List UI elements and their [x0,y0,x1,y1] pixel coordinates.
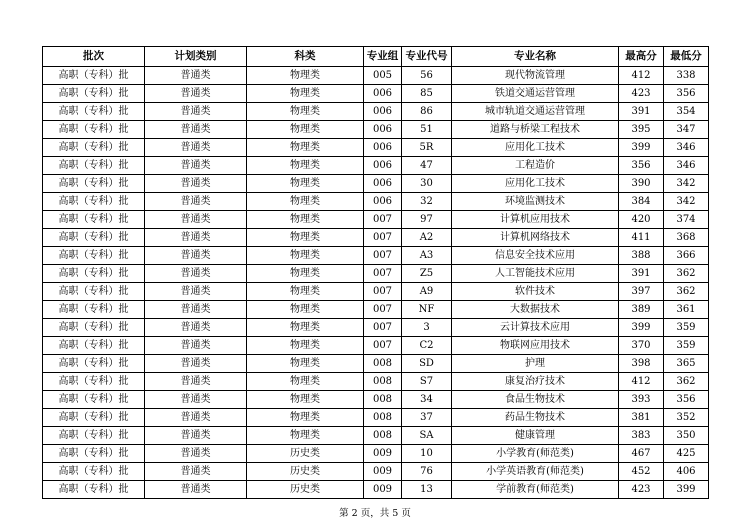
table-cell: 高职（专科）批 [43,193,145,211]
column-header: 最高分 [619,47,664,67]
table-cell: 人工智能技术应用 [452,265,619,283]
table-cell: 008 [364,391,402,409]
table-cell: 普通类 [145,481,247,499]
table-row [43,283,709,301]
table-cell: 009 [364,445,402,463]
table-cell: 008 [364,409,402,427]
table-cell: 007 [364,337,402,355]
table-cell: 384 [619,193,664,211]
table-cell: 应用化工技术 [452,175,619,193]
table-cell: 物理类 [247,283,364,301]
table-cell: 环境监测技术 [452,193,619,211]
table-cell: 现代物流管理 [452,67,619,85]
table-cell: 学前教育(师范类) [452,481,619,499]
table-cell: 物理类 [247,211,364,229]
table-cell: 普通类 [145,427,247,445]
table-cell: 362 [664,373,709,391]
column-header: 批次 [43,47,145,67]
table-cell: 391 [619,265,664,283]
table-cell: 物理类 [247,373,364,391]
table-cell: 006 [364,175,402,193]
table-cell: 383 [619,427,664,445]
table-row [43,409,709,427]
table-cell: 高职（专科）批 [43,103,145,121]
table-cell: 应用化工技术 [452,139,619,157]
table-row [43,193,709,211]
table-cell: 物理类 [247,427,364,445]
table-cell: 007 [364,301,402,319]
table-cell: 356 [619,157,664,175]
table-cell: 普通类 [145,337,247,355]
column-header: 最低分 [664,47,709,67]
table-cell: 007 [364,211,402,229]
table-cell: 362 [664,265,709,283]
table-cell: 006 [364,85,402,103]
table-row [43,175,709,193]
table-cell: 高职（专科）批 [43,283,145,301]
column-header: 专业组 [364,47,402,67]
table-cell: 51 [402,121,452,139]
table-cell: 高职（专科）批 [43,355,145,373]
table-cell: 370 [619,337,664,355]
table-cell: 物理类 [247,229,364,247]
table-cell: 423 [619,481,664,499]
table-cell: 009 [364,463,402,481]
table-cell: 普通类 [145,283,247,301]
table-row [43,337,709,355]
table-cell: 365 [664,355,709,373]
table-cell: 346 [664,157,709,175]
table-cell: 342 [664,175,709,193]
table-cell: 452 [619,463,664,481]
table-cell: 高职（专科）批 [43,139,145,157]
table-cell: 普通类 [145,67,247,85]
table-cell: 420 [619,211,664,229]
table-cell: 374 [664,211,709,229]
table-cell: 006 [364,157,402,175]
table-cell: 普通类 [145,355,247,373]
table-cell: 97 [402,211,452,229]
table-cell: 小学教育(师范类) [452,445,619,463]
table-cell: 007 [364,265,402,283]
table-cell: 366 [664,247,709,265]
table-row [43,229,709,247]
table-cell: 普通类 [145,445,247,463]
table-cell: 道路与桥梁工程技术 [452,121,619,139]
column-header: 专业名称 [452,47,619,67]
table-cell: 347 [664,121,709,139]
table-cell: 高职（专科）批 [43,121,145,139]
table-cell: A2 [402,229,452,247]
table-cell: 普通类 [145,211,247,229]
table-cell: 005 [364,67,402,85]
table-cell: 物理类 [247,391,364,409]
table-cell: 47 [402,157,452,175]
table-cell: 高职（专科）批 [43,337,145,355]
table-cell: 388 [619,247,664,265]
table-cell: 物理类 [247,67,364,85]
table-cell: 小学英语教育(师范类) [452,463,619,481]
table-cell: 412 [619,67,664,85]
table-cell: 411 [619,229,664,247]
table-cell: 云计算技术应用 [452,319,619,337]
table-cell: 物理类 [247,103,364,121]
table-cell: 普通类 [145,103,247,121]
table-cell: 物理类 [247,355,364,373]
table-header-row [43,47,709,67]
table-cell: SA [402,427,452,445]
table-cell: 10 [402,445,452,463]
table-cell: 信息安全技术应用 [452,247,619,265]
table-cell: 物理类 [247,265,364,283]
table-cell: 362 [664,283,709,301]
table-row [43,211,709,229]
table-cell: 361 [664,301,709,319]
table-cell: 高职（专科）批 [43,247,145,265]
table-cell: 计算机应用技术 [452,211,619,229]
table-row [43,265,709,283]
table-cell: 城市轨道交通运营管理 [452,103,619,121]
table-cell: 普通类 [145,121,247,139]
table-row [43,391,709,409]
table-cell: 008 [364,427,402,445]
table-cell: 普通类 [145,265,247,283]
table-cell: 359 [664,337,709,355]
table-cell: 399 [619,319,664,337]
table-row [43,301,709,319]
table-cell: 普通类 [145,373,247,391]
table-cell: 76 [402,463,452,481]
table-cell: 物理类 [247,175,364,193]
table-cell: A3 [402,247,452,265]
table-cell: 391 [619,103,664,121]
table-cell: 普通类 [145,175,247,193]
table-cell: 009 [364,481,402,499]
table-cell: 物理类 [247,337,364,355]
admission-scores-table [42,46,709,499]
table-cell: 高职（专科）批 [43,463,145,481]
table-row [43,157,709,175]
table-cell: 普通类 [145,85,247,103]
table-cell: 物理类 [247,157,364,175]
table-cell: 006 [364,193,402,211]
table-cell: 普通类 [145,319,247,337]
table-cell: 普通类 [145,193,247,211]
table-cell: 普通类 [145,301,247,319]
table-row [43,445,709,463]
table-cell: 007 [364,283,402,301]
table-cell: 高职（专科）批 [43,373,145,391]
table-cell: 物理类 [247,85,364,103]
table-cell: 381 [619,409,664,427]
table-cell: 007 [364,229,402,247]
table-cell: SD [402,355,452,373]
table-cell: 399 [664,481,709,499]
table-cell: 普通类 [145,409,247,427]
table-cell: 普通类 [145,247,247,265]
table-row [43,103,709,121]
table-cell: 342 [664,193,709,211]
table-cell: 历史类 [247,445,364,463]
table-cell: 普通类 [145,463,247,481]
table-cell: S7 [402,373,452,391]
table-cell: 425 [664,445,709,463]
table-cell: 历史类 [247,481,364,499]
table-cell: 007 [364,247,402,265]
table-cell: 高职（专科）批 [43,211,145,229]
table-cell: 86 [402,103,452,121]
table-cell: 康复治疗技术 [452,373,619,391]
table-body [43,67,709,499]
table-cell: 高职（专科）批 [43,85,145,103]
table-cell: 393 [619,391,664,409]
table-cell: 354 [664,103,709,121]
table-cell: 390 [619,175,664,193]
table-cell: 008 [364,355,402,373]
column-header: 科类 [247,47,364,67]
table-cell: 护理 [452,355,619,373]
table-cell: 13 [402,481,452,499]
table-cell: 食品生物技术 [452,391,619,409]
table-cell: 物理类 [247,139,364,157]
table-cell: 350 [664,427,709,445]
table-cell: 467 [619,445,664,463]
table-cell: 006 [364,103,402,121]
table-cell: C2 [402,337,452,355]
table-row [43,481,709,499]
table-cell: 高职（专科）批 [43,319,145,337]
table-cell: 3 [402,319,452,337]
table-cell: 高职（专科）批 [43,265,145,283]
table-cell: 30 [402,175,452,193]
table-cell: 37 [402,409,452,427]
table-cell: 352 [664,409,709,427]
table-cell: 368 [664,229,709,247]
table-cell: 5R [402,139,452,157]
table-row [43,247,709,265]
table-cell: 高职（专科）批 [43,427,145,445]
table-cell: 普通类 [145,139,247,157]
table-cell: 药品生物技术 [452,409,619,427]
table-cell: 338 [664,67,709,85]
table-cell: 物理类 [247,409,364,427]
table-cell: 高职（专科）批 [43,301,145,319]
table-cell: 大数据技术 [452,301,619,319]
table-cell: 008 [364,373,402,391]
table-row [43,373,709,391]
table-cell: 物理类 [247,193,364,211]
table-cell: 356 [664,85,709,103]
table-cell: 高职（专科）批 [43,157,145,175]
table-cell: 34 [402,391,452,409]
table-cell: 006 [364,139,402,157]
table-cell: 395 [619,121,664,139]
table-cell: NF [402,301,452,319]
column-header: 计划类别 [145,47,247,67]
table-cell: 32 [402,193,452,211]
page-number: 第 2 页，共 5 页 [339,508,411,519]
table-cell: 高职（专科）批 [43,481,145,499]
column-header: 专业代号 [402,47,452,67]
table-row [43,319,709,337]
table-row [43,85,709,103]
table-cell: 412 [619,373,664,391]
table-cell: 346 [664,139,709,157]
table-cell: 399 [619,139,664,157]
table-cell: 物理类 [247,319,364,337]
table-cell: 007 [364,319,402,337]
table-cell: 高职（专科）批 [43,409,145,427]
table-cell: A9 [402,283,452,301]
table-cell: 423 [619,85,664,103]
table-cell: 高职（专科）批 [43,391,145,409]
table-row [43,121,709,139]
table-cell: 406 [664,463,709,481]
table-row [43,355,709,373]
table-cell: 物理类 [247,301,364,319]
table-cell: 健康管理 [452,427,619,445]
table-cell: 56 [402,67,452,85]
table-cell: 工程造价 [452,157,619,175]
table-cell: 高职（专科）批 [43,229,145,247]
table-cell: 软件技术 [452,283,619,301]
table-cell: 历史类 [247,463,364,481]
table-cell: 398 [619,355,664,373]
table-cell: 物联网应用技术 [452,337,619,355]
table-cell: Z5 [402,265,452,283]
table-cell: 389 [619,301,664,319]
table-row [43,463,709,481]
table-row [43,427,709,445]
table-cell: 85 [402,85,452,103]
table-row [43,139,709,157]
table-cell: 006 [364,121,402,139]
table-row [43,67,709,85]
table-cell: 物理类 [247,247,364,265]
table-cell: 356 [664,391,709,409]
table-cell: 铁道交通运营管理 [452,85,619,103]
table-cell: 高职（专科）批 [43,445,145,463]
table-cell: 高职（专科）批 [43,67,145,85]
table-cell: 物理类 [247,121,364,139]
table-cell: 359 [664,319,709,337]
table-cell: 普通类 [145,391,247,409]
table-cell: 普通类 [145,229,247,247]
table-cell: 397 [619,283,664,301]
table-cell: 高职（专科）批 [43,175,145,193]
table-cell: 普通类 [145,157,247,175]
table-cell: 计算机网络技术 [452,229,619,247]
